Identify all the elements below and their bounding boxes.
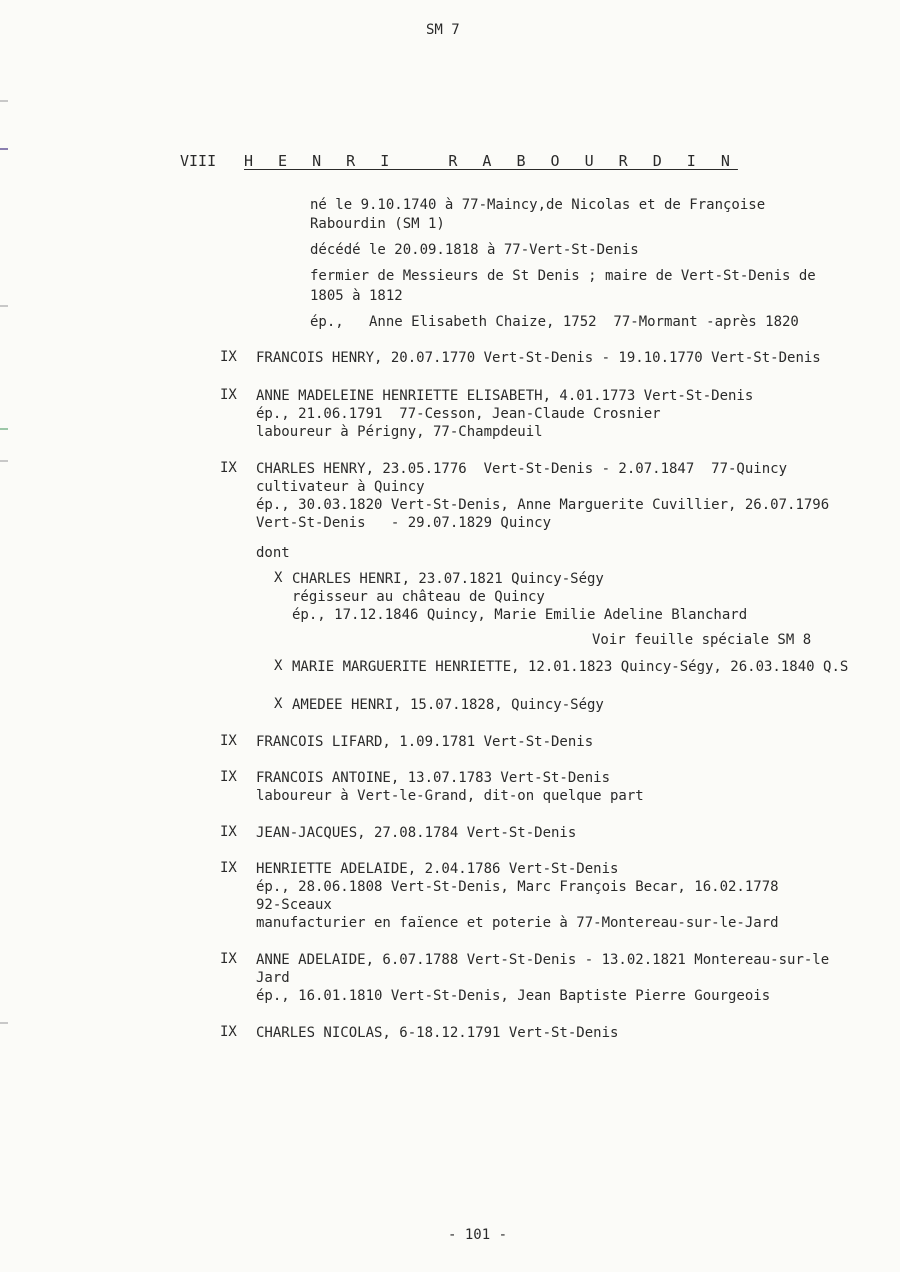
birth-line-2: Rabourdin (SM 1) <box>310 216 445 232</box>
birth-line-1: né le 9.10.1740 à 77-Maincy,de Nicolas et de Françoise <box>310 197 766 213</box>
child-entry-line: Jard <box>256 970 290 986</box>
page-header: SM 7 <box>426 22 460 38</box>
child-generation: IX <box>220 387 237 403</box>
grandchild-entry-line: régisseur au château de Quincy <box>292 589 545 605</box>
child-entry-line: JEAN-JACQUES, 27.08.1784 Vert-St-Denis <box>256 825 577 841</box>
child-entry-line: laboureur à Périgny, 77-Champdeuil <box>256 424 543 440</box>
dont-label: dont <box>256 545 290 561</box>
child-entry-line: ép., 16.01.1810 Vert-St-Denis, Jean Baptiste Pierre Gourgeois <box>256 988 771 1004</box>
scan-mark <box>0 305 8 307</box>
child-entry-line: 92-Sceaux <box>256 897 332 913</box>
scan-mark <box>0 428 8 430</box>
grandchild-generation: X <box>274 570 283 586</box>
child-entry-line: laboureur à Vert-le-Grand, dit-on quelque part <box>256 788 644 804</box>
child-entry-line: FRANCOIS HENRY, 20.07.1770 Vert-St-Denis - 19.10.1770 Vert-St-Denis <box>256 350 821 366</box>
child-entry-line: FRANCOIS ANTOINE, 13.07.1783 Vert-St-Denis <box>256 770 611 786</box>
scan-mark <box>0 100 8 102</box>
child-entry-line: ép., 21.06.1791 77-Cesson, Jean-Claude Crosnier <box>256 406 661 422</box>
child-generation: IX <box>220 824 237 840</box>
child-generation: IX <box>220 769 237 785</box>
scan-mark <box>0 460 8 462</box>
child-entry-line: CHARLES HENRY, 23.05.1776 Vert-St-Denis - 2.07.1847 77-Quincy <box>256 461 788 477</box>
grandchild-generation: X <box>274 658 283 674</box>
child-generation: IX <box>220 349 237 365</box>
child-entry-line: CHARLES NICOLAS, 6-18.12.1791 Vert-St-Denis <box>256 1025 619 1041</box>
child-entry-line: ép., 30.03.1820 Vert-St-Denis, Anne Marguerite Cuvillier, 26.07.1796 <box>256 497 830 513</box>
child-entry-line: ép., 28.06.1808 Vert-St-Denis, Marc François Becar, 16.02.1778 <box>256 879 779 895</box>
grandchild-entry-line: CHARLES HENRI, 23.07.1821 Quincy-Ségy <box>292 571 604 587</box>
scan-mark <box>0 148 8 150</box>
child-entry-line: cultivateur à Quincy <box>256 479 425 495</box>
scan-mark <box>0 1022 8 1024</box>
grandchild-entry-line: MARIE MARGUERITE HENRIETTE, 12.01.1823 Quincy-Ségy, 26.03.1840 Q.S <box>292 659 849 675</box>
spouse-line: ép., Anne Elisabeth Chaize, 1752 77-Mormant -après 1820 <box>310 314 799 330</box>
occupation-line-1: fermier de Messieurs de St Denis ; maire de Vert-St-Denis de <box>310 268 816 284</box>
grandchild-entry-line: ép., 17.12.1846 Quincy, Marie Emilie Adeline Blanchard <box>292 607 748 623</box>
child-entry-line: ANNE ADELAIDE, 6.07.1788 Vert-St-Denis - 13.02.1821 Montereau-sur-le <box>256 952 830 968</box>
grandchild-note: Voir feuille spéciale SM 8 <box>592 632 812 648</box>
occupation-line-2: 1805 à 1812 <box>310 288 403 304</box>
child-generation: IX <box>220 460 237 476</box>
child-generation: IX <box>220 1024 237 1040</box>
child-entry-line: HENRIETTE ADELAIDE, 2.04.1786 Vert-St-Denis <box>256 861 619 877</box>
heading-name: H E N R I R A B O U R D I N <box>244 152 738 170</box>
child-entry-line: Vert-St-Denis - 29.07.1829 Quincy <box>256 515 552 531</box>
child-entry-line: manufacturier en faïence et poterie à 77-Montereau-sur-le-Jard <box>256 915 779 931</box>
child-generation: IX <box>220 951 237 967</box>
heading-generation: VIII <box>180 152 217 170</box>
child-generation: IX <box>220 733 237 749</box>
child-generation: IX <box>220 860 237 876</box>
grandchild-generation: X <box>274 696 283 712</box>
page-number: - 101 - <box>448 1227 508 1243</box>
child-entry-line: ANNE MADELEINE HENRIETTE ELISABETH, 4.01.1773 Vert-St-Denis <box>256 388 754 404</box>
child-entry-line: FRANCOIS LIFARD, 1.09.1781 Vert-St-Denis <box>256 734 594 750</box>
grandchild-entry-line: AMEDEE HENRI, 15.07.1828, Quincy-Ségy <box>292 697 604 713</box>
death-line: décédé le 20.09.1818 à 77-Vert-St-Denis <box>310 242 639 258</box>
